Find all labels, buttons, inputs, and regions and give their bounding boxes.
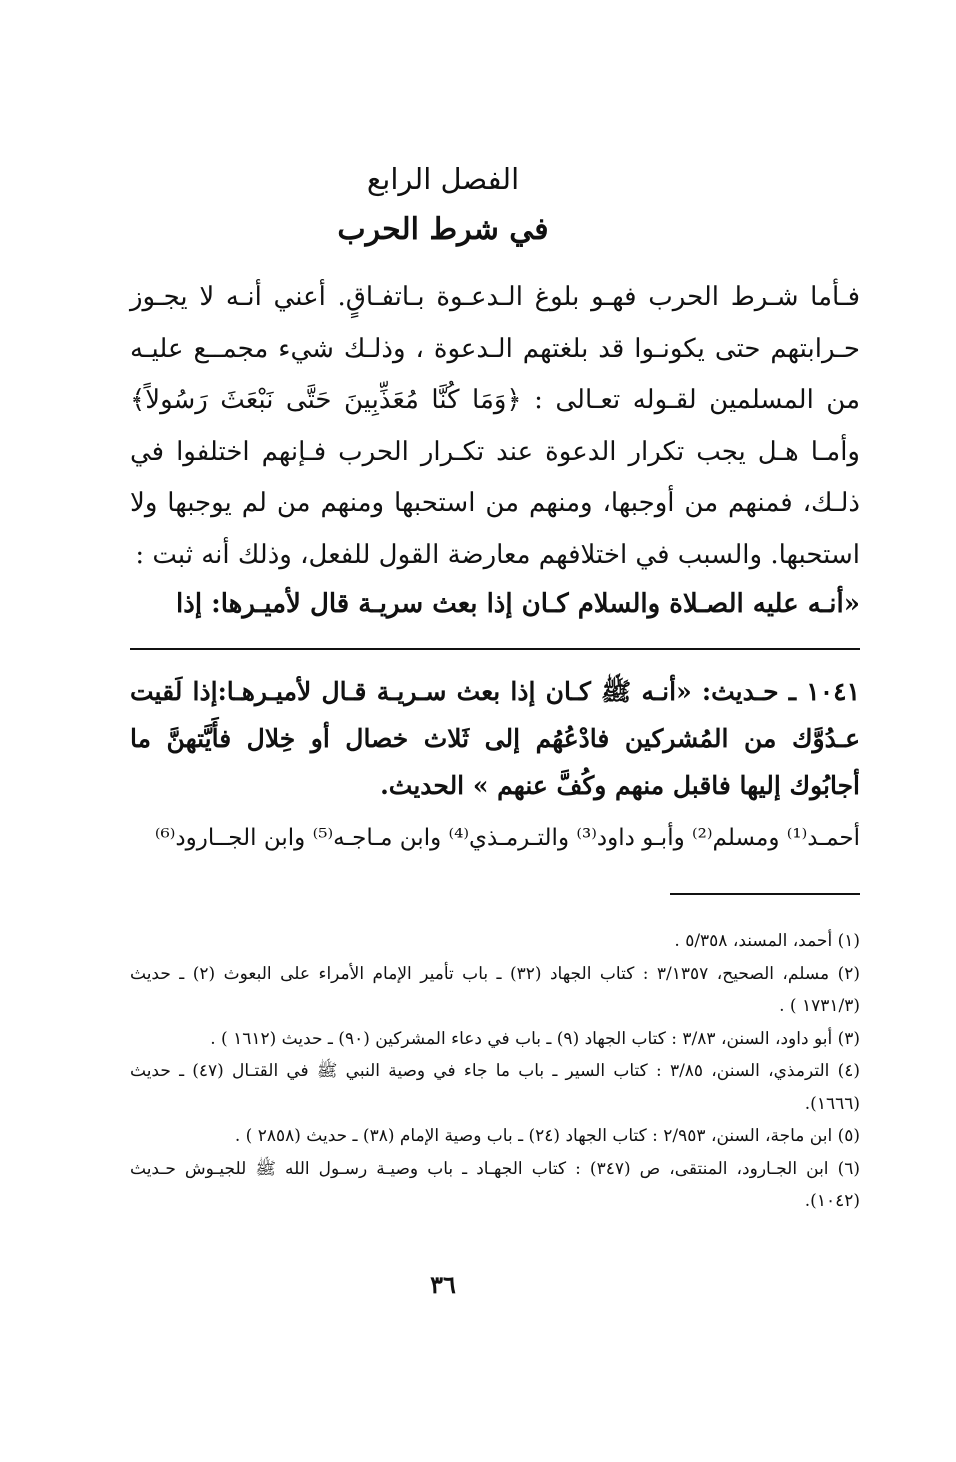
footnote-2: (٢) مسلم، الصحيح، ٣/١٣٥٧ : كتاب الجهاد (٣٢) ـ باب تأمير الإمام الأمراء على البعوث (٢) ـ حديث (١٧٣١/٣ ) . bbox=[130, 963, 860, 1016]
footnotes-list bbox=[130, 925, 860, 1218]
section-divider bbox=[130, 648, 860, 650]
footnote-4: (٤) الترمذي، السنن، ٣/٨٥ : كتاب السير ـ باب ما جاء في وصية النبي ﷺ في القتـال (٤٧) ـ حديث (١٦٦٦). bbox=[130, 1061, 860, 1114]
chapter-number: الفصل الرابع bbox=[366, 162, 520, 196]
footnote-1: (١) أحمد، المسند، ٥/٣٥٨ . bbox=[674, 931, 860, 951]
page-number: ٣٦ bbox=[430, 1270, 456, 1299]
footnote-5: (٥) ابن ماجة، السنن، ٢/٩٥٣ : كتاب الجهاد (٢٤) ـ باب وصية الإمام (٣٨) ـ حديث (٢٨٥٨ ) . bbox=[234, 1126, 860, 1146]
footnote-6: (٦) ابن الجـارود، المنتقى، ص (٣٤٧) : كتاب الجهـاد ـ باب وصيـة رسـول الله ﷺ للجيـوش حـديث (١٠٤٢). bbox=[130, 1158, 860, 1211]
hadith-sources: أحمـد⁽¹⁾ ومسلم⁽²⁾ وأبـو داود⁽³⁾ والتـرمـذي⁽⁴⁾ وابن مـاجـه⁽⁵⁾ وابن الجــارود⁽⁶⁾ bbox=[154, 825, 860, 851]
chapter-title: في شرط الحرب bbox=[337, 212, 549, 247]
footnote-3: (٣) أبو داود، السنن، ٣/٨٣ : كتاب الجهاد (٩) ـ باب في دعاء المشركين (٩٠) ـ حديث (١٦١٢ ) . bbox=[210, 1028, 860, 1049]
footnote-divider bbox=[670, 893, 860, 895]
hadith-quote-line: «أنـه عليه الصـلاة والسلام كـان إذا بعث سريـة قال لأميـرها: إذا bbox=[176, 589, 860, 619]
main-paragraph bbox=[130, 272, 860, 581]
hadith-entry: ١٠٤١ ـ حـديث: «أنـه ﷺ كـان إذا بعث سـريـة قـال لأميـرهـا:إذا لَقيت عـدُوَّك من المُشركين فادْعُهُم إلى ثَلاث خصال أو خِلال فأَيَّتهنَّ ما أجابُوك إليها فاقبل منهم وكُفَّ عنهم » الحديث. bbox=[130, 677, 860, 800]
paragraph-text: فـأما شـرط الحرب فهـو بلوغ الـدعـوة بـاتفـاقٍ. أعني أنـه لا يجـوز حـرابتهم حتى يكونـوا قد بلغتهم الـدعوة ، وذلـك شيء مجمــع عليـه من المسلمين لقـوله تعـالى : ﴿وَمَا كُنَّا مُعَذِّبِينَ حَتَّى نَبْعَثَ رَسُولاً﴾ وأمـا هـل يجب تكرار الدعوة عند تكـرار الحرب فـإنهم اختلفوا في ذلـك، فمنهم من أوجبها، ومنهم من استحبها ومنهم من لم يوجبها ولا استحبها. والسبب في اختلافهم معارضة القول للفعل، وذلك أنه ثبت : bbox=[130, 282, 860, 570]
